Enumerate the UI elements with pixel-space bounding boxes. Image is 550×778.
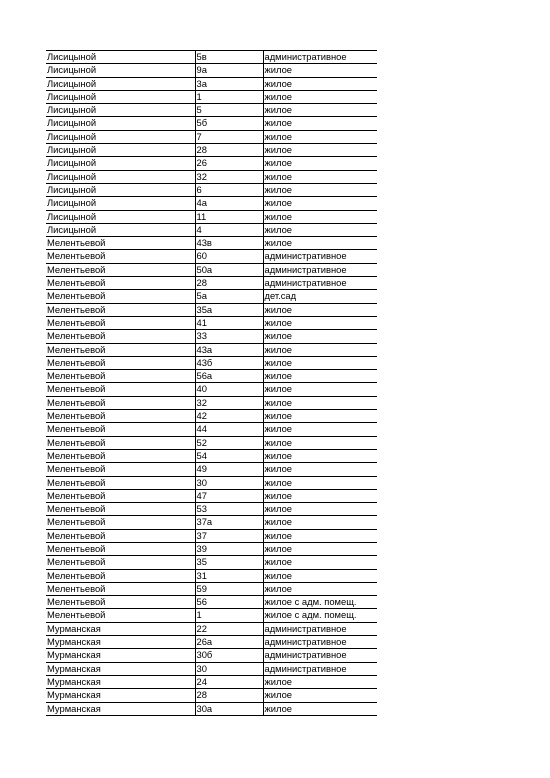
street-cell: Лисицыной xyxy=(46,51,195,64)
table-row xyxy=(46,64,377,77)
building-type-cell: дет.сад xyxy=(263,290,377,303)
house-number-cell: 28 xyxy=(195,277,263,290)
house-number-cell: 30а xyxy=(195,702,263,715)
table-row xyxy=(46,90,377,103)
table-row xyxy=(46,423,377,436)
table-row xyxy=(46,582,377,595)
house-number-cell: 3а xyxy=(195,77,263,90)
building-type-cell: административное xyxy=(263,622,377,635)
building-type-cell: жилое xyxy=(263,449,377,462)
street-cell: Мелентьевой xyxy=(46,436,195,449)
table-row xyxy=(46,130,377,143)
table-row xyxy=(46,303,377,316)
street-cell: Мелентьевой xyxy=(46,370,195,383)
building-type-cell: жилое xyxy=(263,503,377,516)
building-type-cell: жилое xyxy=(263,542,377,555)
street-cell: Мелентьевой xyxy=(46,330,195,343)
street-cell: Мурманская xyxy=(46,689,195,702)
street-cell: Лисицыной xyxy=(46,104,195,117)
table-row xyxy=(46,463,377,476)
street-cell: Мелентьевой xyxy=(46,569,195,582)
house-number-cell: 42 xyxy=(195,410,263,423)
building-type-cell: жилое xyxy=(263,516,377,529)
street-cell: Мелентьевой xyxy=(46,356,195,369)
street-cell: Мурманская xyxy=(46,649,195,662)
street-cell: Лисицыной xyxy=(46,77,195,90)
table-row xyxy=(46,183,377,196)
street-cell: Мурманская xyxy=(46,622,195,635)
building-type-cell: жилое xyxy=(263,423,377,436)
table-row xyxy=(46,503,377,516)
street-cell: Мелентьевой xyxy=(46,582,195,595)
street-cell: Мелентьевой xyxy=(46,383,195,396)
house-number-cell: 4а xyxy=(195,197,263,210)
building-type-cell: жилое xyxy=(263,237,377,250)
table-row xyxy=(46,383,377,396)
house-number-cell: 5б xyxy=(195,117,263,130)
building-type-cell: жилое xyxy=(263,675,377,688)
building-type-cell: административное xyxy=(263,250,377,263)
table-row xyxy=(46,51,377,64)
table-row xyxy=(46,356,377,369)
house-number-cell: 53 xyxy=(195,503,263,516)
building-type-cell: жилое xyxy=(263,104,377,117)
building-type-cell: жилое xyxy=(263,370,377,383)
street-cell: Лисицыной xyxy=(46,117,195,130)
house-number-cell: 35 xyxy=(195,556,263,569)
table-row xyxy=(46,476,377,489)
table-row xyxy=(46,396,377,409)
table-row xyxy=(46,529,377,542)
house-number-cell: 35а xyxy=(195,303,263,316)
house-number-cell: 30 xyxy=(195,476,263,489)
house-number-cell: 43а xyxy=(195,343,263,356)
building-type-cell: жилое xyxy=(263,64,377,77)
table-row xyxy=(46,702,377,715)
street-cell: Мурманская xyxy=(46,702,195,715)
house-number-cell: 26 xyxy=(195,157,263,170)
table-row xyxy=(46,263,377,276)
house-number-cell: 44 xyxy=(195,423,263,436)
house-number-cell: 7 xyxy=(195,130,263,143)
building-type-cell: жилое xyxy=(263,556,377,569)
street-cell: Мелентьевой xyxy=(46,343,195,356)
house-number-cell: 28 xyxy=(195,689,263,702)
table-row xyxy=(46,223,377,236)
house-number-cell: 30 xyxy=(195,662,263,675)
street-cell: Мелентьевой xyxy=(46,410,195,423)
street-cell: Мурманская xyxy=(46,662,195,675)
table-row xyxy=(46,117,377,130)
table-row xyxy=(46,290,377,303)
house-number-cell: 5а xyxy=(195,290,263,303)
street-cell: Лисицыной xyxy=(46,130,195,143)
house-number-cell: 43б xyxy=(195,356,263,369)
table-row xyxy=(46,210,377,223)
building-type-cell: административное xyxy=(263,51,377,64)
house-number-cell: 37а xyxy=(195,516,263,529)
building-type-cell: жилое xyxy=(263,210,377,223)
table-row xyxy=(46,436,377,449)
street-cell: Мелентьевой xyxy=(46,503,195,516)
house-number-cell: 4 xyxy=(195,223,263,236)
street-cell: Мелентьевой xyxy=(46,542,195,555)
street-cell: Мелентьевой xyxy=(46,237,195,250)
spreadsheet-page xyxy=(46,50,377,716)
house-number-cell: 37 xyxy=(195,529,263,542)
building-type-cell: жилое xyxy=(263,476,377,489)
street-cell: Лисицыной xyxy=(46,197,195,210)
street-cell: Мелентьевой xyxy=(46,263,195,276)
building-type-cell: жилое xyxy=(263,702,377,715)
house-number-cell: 6 xyxy=(195,183,263,196)
table-row xyxy=(46,157,377,170)
house-number-cell: 1 xyxy=(195,609,263,622)
building-type-cell: жилое xyxy=(263,130,377,143)
building-type-cell: жилое xyxy=(263,183,377,196)
street-cell: Лисицыной xyxy=(46,210,195,223)
house-number-cell: 52 xyxy=(195,436,263,449)
table-row xyxy=(46,277,377,290)
street-cell: Лисицыной xyxy=(46,144,195,157)
table-row xyxy=(46,170,377,183)
house-number-cell: 32 xyxy=(195,170,263,183)
table-row xyxy=(46,622,377,635)
building-type-cell: жилое xyxy=(263,396,377,409)
house-number-cell: 9а xyxy=(195,64,263,77)
building-type-cell: жилое xyxy=(263,689,377,702)
house-number-cell: 11 xyxy=(195,210,263,223)
building-type-cell: жилое xyxy=(263,489,377,502)
building-type-cell: жилое xyxy=(263,383,377,396)
street-cell: Лисицыной xyxy=(46,223,195,236)
building-type-cell: жилое xyxy=(263,343,377,356)
street-cell: Мелентьевой xyxy=(46,449,195,462)
street-cell: Лисицыной xyxy=(46,157,195,170)
house-number-cell: 30б xyxy=(195,649,263,662)
table-row xyxy=(46,636,377,649)
table-row xyxy=(46,250,377,263)
house-number-cell: 56 xyxy=(195,596,263,609)
table-row xyxy=(46,516,377,529)
building-type-cell: административное xyxy=(263,636,377,649)
building-type-cell: жилое с адм. помещ. xyxy=(263,609,377,622)
table-row xyxy=(46,104,377,117)
street-cell: Мелентьевой xyxy=(46,303,195,316)
building-type-cell: жилое xyxy=(263,569,377,582)
street-cell: Мелентьевой xyxy=(46,476,195,489)
table-row xyxy=(46,609,377,622)
street-cell: Лисицыной xyxy=(46,90,195,103)
building-type-cell: жилое xyxy=(263,144,377,157)
table-row xyxy=(46,449,377,462)
house-number-cell: 47 xyxy=(195,489,263,502)
house-number-cell: 41 xyxy=(195,316,263,329)
house-number-cell: 40 xyxy=(195,383,263,396)
street-cell: Мелентьевой xyxy=(46,489,195,502)
table-row xyxy=(46,370,377,383)
building-type-cell: жилое xyxy=(263,303,377,316)
table-row xyxy=(46,662,377,675)
building-type-cell: жилое xyxy=(263,410,377,423)
building-type-cell: жилое xyxy=(263,582,377,595)
street-cell: Мелентьевой xyxy=(46,277,195,290)
building-type-cell: жилое xyxy=(263,436,377,449)
building-type-cell: административное xyxy=(263,662,377,675)
table-row xyxy=(46,556,377,569)
house-number-cell: 5в xyxy=(195,51,263,64)
house-number-cell: 31 xyxy=(195,569,263,582)
building-type-cell: жилое xyxy=(263,197,377,210)
building-type-cell: жилое xyxy=(263,316,377,329)
table-row xyxy=(46,77,377,90)
house-number-cell: 22 xyxy=(195,622,263,635)
table-row xyxy=(46,410,377,423)
table-row xyxy=(46,330,377,343)
building-type-cell: жилое xyxy=(263,170,377,183)
building-type-cell: административное xyxy=(263,277,377,290)
house-number-cell: 33 xyxy=(195,330,263,343)
house-number-cell: 24 xyxy=(195,675,263,688)
house-number-cell: 56а xyxy=(195,370,263,383)
street-cell: Мурманская xyxy=(46,636,195,649)
table-row xyxy=(46,569,377,582)
house-number-cell: 1 xyxy=(195,90,263,103)
building-type-cell: жилое xyxy=(263,529,377,542)
house-number-cell: 39 xyxy=(195,542,263,555)
street-cell: Мурманская xyxy=(46,675,195,688)
building-type-cell: жилое xyxy=(263,223,377,236)
house-number-cell: 26а xyxy=(195,636,263,649)
table-row xyxy=(46,316,377,329)
house-number-cell: 32 xyxy=(195,396,263,409)
table-row xyxy=(46,343,377,356)
street-cell: Мелентьевой xyxy=(46,250,195,263)
street-cell: Мелентьевой xyxy=(46,596,195,609)
building-type-cell: жилое с адм. помещ. xyxy=(263,596,377,609)
street-cell: Лисицыной xyxy=(46,183,195,196)
street-cell: Мелентьевой xyxy=(46,529,195,542)
house-number-cell: 5 xyxy=(195,104,263,117)
building-type-cell: административное xyxy=(263,263,377,276)
house-number-cell: 43в xyxy=(195,237,263,250)
table-row xyxy=(46,649,377,662)
building-type-cell: административное xyxy=(263,649,377,662)
table-row xyxy=(46,675,377,688)
street-cell: Лисицыной xyxy=(46,64,195,77)
table-row xyxy=(46,144,377,157)
building-type-cell: жилое xyxy=(263,157,377,170)
street-cell: Мелентьевой xyxy=(46,556,195,569)
street-cell: Мелентьевой xyxy=(46,609,195,622)
table-row xyxy=(46,197,377,210)
building-type-cell: жилое xyxy=(263,90,377,103)
address-table-body xyxy=(46,51,377,716)
house-number-cell: 49 xyxy=(195,463,263,476)
house-number-cell: 59 xyxy=(195,582,263,595)
table-row xyxy=(46,237,377,250)
street-cell: Мелентьевой xyxy=(46,463,195,476)
table-row xyxy=(46,489,377,502)
house-number-cell: 54 xyxy=(195,449,263,462)
house-number-cell: 28 xyxy=(195,144,263,157)
street-cell: Мелентьевой xyxy=(46,396,195,409)
street-cell: Мелентьевой xyxy=(46,316,195,329)
table-row xyxy=(46,596,377,609)
street-cell: Мелентьевой xyxy=(46,516,195,529)
building-type-cell: жилое xyxy=(263,330,377,343)
building-type-cell: жилое xyxy=(263,117,377,130)
street-cell: Мелентьевой xyxy=(46,423,195,436)
street-cell: Мелентьевой xyxy=(46,290,195,303)
table-row xyxy=(46,689,377,702)
house-number-cell: 60 xyxy=(195,250,263,263)
house-number-cell: 50а xyxy=(195,263,263,276)
table-row xyxy=(46,542,377,555)
building-type-cell: жилое xyxy=(263,356,377,369)
street-cell: Лисицыной xyxy=(46,170,195,183)
building-type-cell: жилое xyxy=(263,463,377,476)
building-type-cell: жилое xyxy=(263,77,377,90)
address-table xyxy=(46,50,377,716)
